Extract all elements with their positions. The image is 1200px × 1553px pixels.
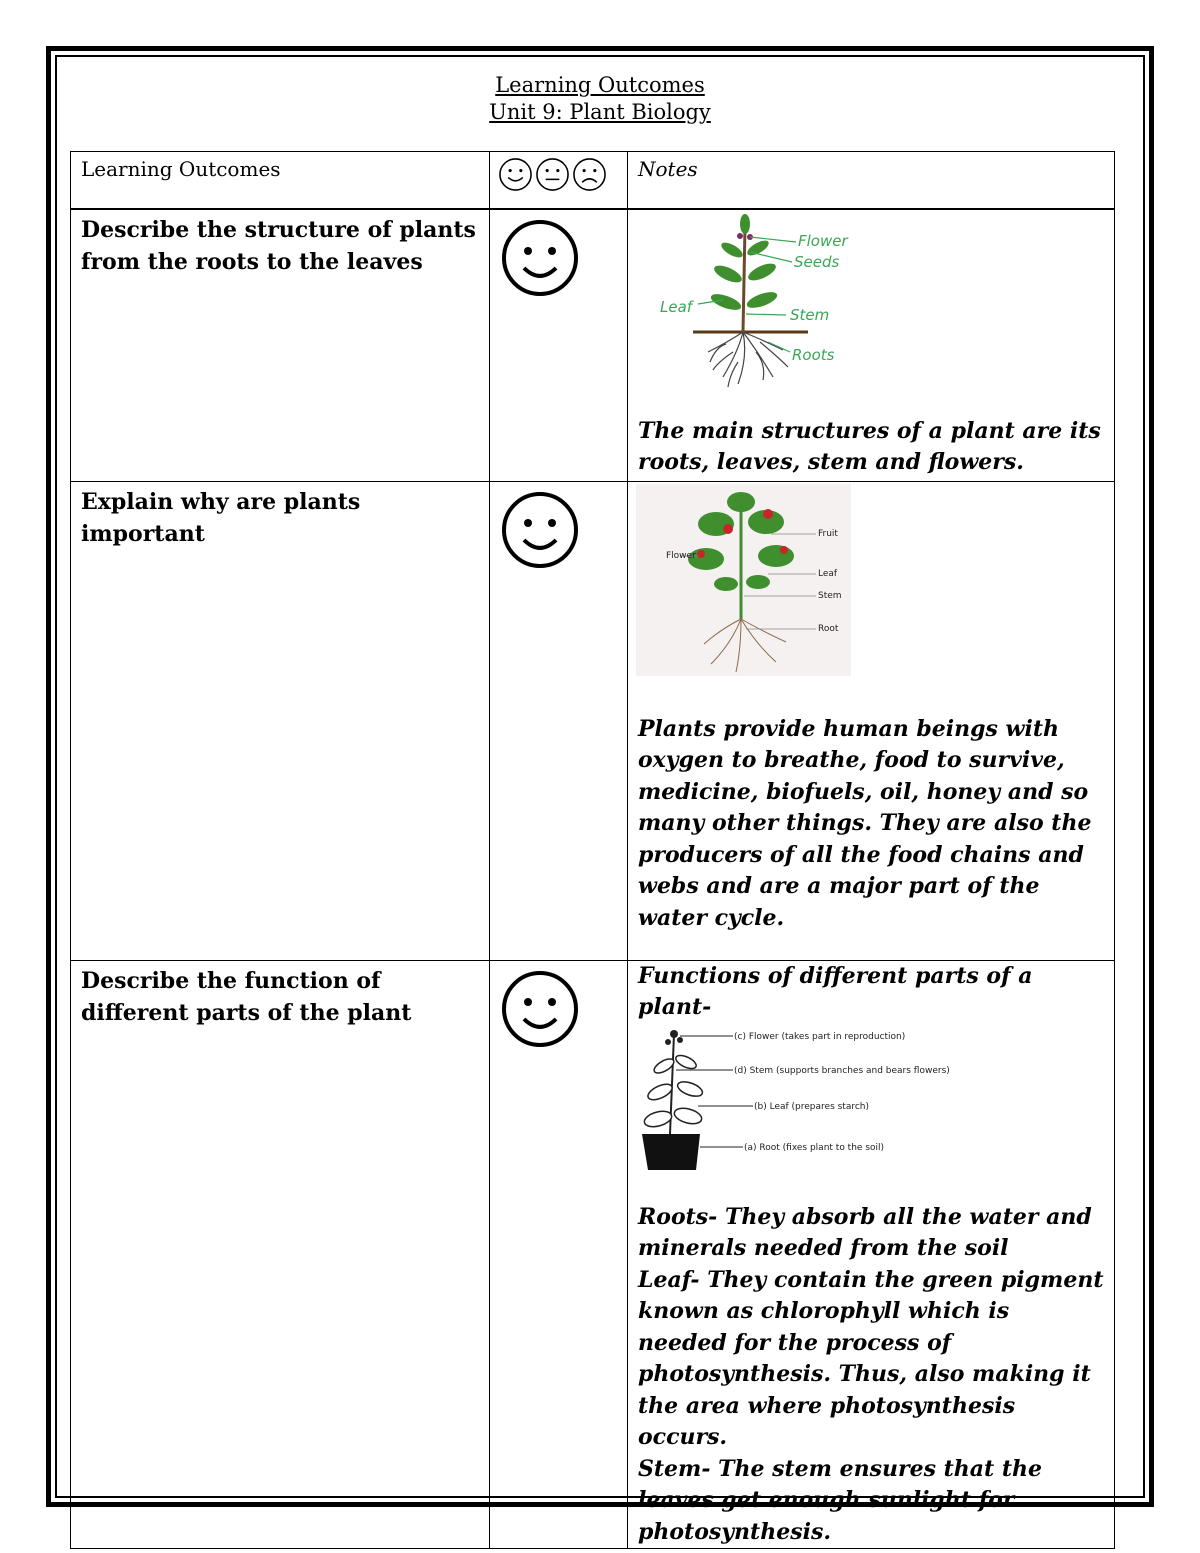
header-faces-cell xyxy=(490,152,628,209)
notes-text: Plants provide human beings with oxygen to breathe, food to survive, medicine, biofuels, oil, honey and so many other things. They are also the producers of all the food chains and webs and are a major part of the water cycle. xyxy=(638,715,1092,931)
diagram-label-leaf: Leaf xyxy=(660,297,693,316)
function-roots: Roots- They absorb all the water and minerals needed from the soil xyxy=(638,1203,1092,1261)
fruiting-plant-diagram xyxy=(636,484,851,676)
diagram-label-flower: (c) Flower (takes part in reproduction) xyxy=(734,1031,906,1042)
rating-cell xyxy=(490,209,628,482)
header-outcomes-cell xyxy=(71,152,490,209)
rating-cell xyxy=(490,481,628,960)
outcome-text: Explain why are plants important xyxy=(81,488,361,547)
table-header-row xyxy=(71,152,1115,209)
diagram-label-stem: Stem xyxy=(790,305,830,324)
diagram-label-leaf: Leaf xyxy=(818,568,838,579)
sad-face-icon xyxy=(572,157,607,192)
happy-face-icon xyxy=(500,969,580,1049)
notes-cell xyxy=(628,481,1115,960)
notes-cell xyxy=(628,960,1115,1549)
outcome-cell xyxy=(71,481,490,960)
potted-plant-diagram xyxy=(638,1024,958,1174)
notes-heading: Functions of different parts of a plant- xyxy=(638,962,1033,1020)
diagram-label-roots: Roots xyxy=(792,345,835,364)
function-leaf: Leaf- They contain the green pigment known as chlorophyll which is needed for the process of photosynthesis. Thus, also making it the area where photosynthesis occurs. xyxy=(638,1266,1104,1450)
page-title: Learning Outcomes xyxy=(495,73,705,97)
diagram-label-flower: Flower xyxy=(666,550,696,561)
outcome-text: Describe the structure of plants from the roots to the leaves xyxy=(81,216,476,275)
table-row xyxy=(71,481,1115,960)
diagram-label-flower: Flower xyxy=(798,231,848,250)
happy-face-icon xyxy=(500,490,580,570)
notes-text: The main structures of a plant are its roots, leaves, stem and flowers. xyxy=(638,417,1101,475)
diagram-label-leaf: (b) Leaf (prepares starch) xyxy=(754,1101,870,1112)
diagram-label-stem: Stem xyxy=(818,590,842,601)
diagram-label-seeds: Seeds xyxy=(794,252,840,271)
diagram-label-root: Root xyxy=(818,623,839,634)
outcome-cell xyxy=(71,209,490,482)
header-notes-label: Notes xyxy=(638,157,698,181)
function-stem: Stem- The stem ensures that the leaves get enough sunlight for photosynthesis. xyxy=(638,1455,1043,1545)
diagram-label-stem: (d) Stem (supports branches and bears flowers) xyxy=(734,1065,950,1076)
diagram-label-fruit: Fruit xyxy=(818,528,838,539)
table-row xyxy=(71,960,1115,1549)
table-row xyxy=(71,209,1115,482)
happy-face-icon xyxy=(498,157,533,192)
header-notes-cell xyxy=(628,152,1115,209)
header-outcomes-label: Learning Outcomes xyxy=(81,157,281,181)
outcome-text: Describe the function of different parts of the plant xyxy=(81,967,412,1026)
diagram-label-root: (a) Root (fixes plant to the soil) xyxy=(744,1142,885,1153)
outcome-cell xyxy=(71,960,490,1549)
rating-cell xyxy=(490,960,628,1549)
neutral-face-icon xyxy=(535,157,570,192)
notes-cell xyxy=(628,209,1115,482)
functions-list xyxy=(638,1202,1104,1549)
page-subtitle: Unit 9: Plant Biology xyxy=(489,100,711,124)
learning-outcomes-table xyxy=(70,151,1115,1549)
happy-face-icon xyxy=(500,218,580,298)
plant-structure-diagram xyxy=(638,212,888,390)
